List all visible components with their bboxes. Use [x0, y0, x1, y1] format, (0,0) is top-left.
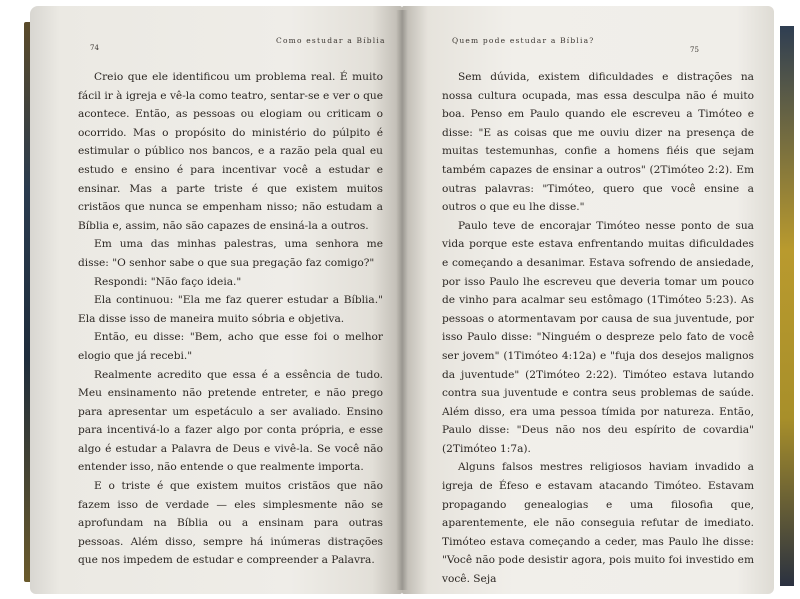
left-page-text — [78, 68, 383, 570]
paragraph: Respondi: "Não faço ideia." — [94, 275, 242, 288]
paragraph: Alguns falsos mestres religiosos haviam invadido a igreja de Éfeso e estavam atacando Timóteo. Estavam propagando genealogias e uma filosofia que, aparentemente, ele não conseguia refutar de imediato. Timóteo estava começando a ceder, mas Paulo lhe disse: "Você não pode desistir agora, pois muito foi investido em você. Seja — [442, 461, 754, 586]
paragraph: Então, eu disse: "Bem, acho que esse foi o melhor elogio que já recebi." — [78, 331, 383, 362]
paragraph: Creio que ele identificou um problema real. É muito fácil ir à igreja e vê-la como teatro, sentar-se e ver o que acontece. Então, as pessoas ou elogiam ou criticam o ocorrido. Mas o propósito do ministério do púlpito é estimular o público nos bancos, e a razão pela qual eu estudo e ensino é para incentivar você a estudar e ensinar. Mas a parte triste é que existem muitos cristãos que nunca se empenham nisso; não estudam a Bíblia e, assim, não são capazes de ensiná-la a outros. — [78, 71, 383, 232]
right-running-head: Quem pode estudar a Bíblia? — [452, 36, 595, 45]
right-page — [402, 6, 774, 594]
left-page — [30, 6, 402, 594]
paragraph: Paulo teve de encorajar Timóteo nesse ponto de sua vida porque este estava enfrentando muitas dificuldades e começando a desanimar. Estava sofrendo de ansiedade, por isso Paulo lhe escreveu que deveria tomar um pouco de vinho para acalmar seu estômago (1Timóteo 5:23). As pessoas o atormentavam por causa de sua juventude, por isso Paulo disse: "Ninguém o despreze pelo fato de você ser jovem" (1Timóteo 4:12a) e "fuja dos desejos malignos da juventude" (2Timóteo 2:22). Timóteo estava lutando contra sua juventude e contra seus problemas de saúde. Além disso, era uma pessoa tímida por natureza. Então, Paulo disse: "Deus não nos deu espírito de covardia" (2Timóteo 1:7a). — [442, 219, 754, 455]
book-cover-edge-right — [780, 26, 794, 586]
paragraph: Realmente acredito que essa é a essência de tudo. Meu ensinamento não pretende entreter, e não prego para apresentar um espetáculo a ser avaliado. Ensino para incentivá-lo a fazer algo por conta própria, e esse algo é estudar a Palavra de Deus e vivê-la. Se você não entender isso, não entende o que realmente importa. — [78, 368, 383, 474]
paragraph: Em uma das minhas palestras, uma senhora me disse: "O senhor sabe o que sua pregação faz comigo?" — [78, 238, 383, 269]
paragraph: Sem dúvida, existem dificuldades e distrações na nossa cultura ocupada, mas essa desculpa não é muito boa. Penso em Paulo quando ele escreveu a Timóteo e disse: "E as coisas que me ouviu dizer na presença de muitas testemunhas, confie a homens fiéis que sejam também capazes de ensinar a outros" (2Timóteo 2:2). Em outras palavras: "Timóteo, quero que você ensine a outros o que eu lhe disse." — [442, 71, 754, 214]
paragraph: Ela continuou: "Ela me faz querer estudar a Bíblia." Ela disse isso de maneira muito sóbria e objetiva. — [78, 294, 383, 325]
left-page-number: 74 — [90, 44, 99, 52]
book-gutter — [396, 10, 408, 590]
right-page-text — [442, 68, 754, 589]
paragraph: E o triste é que existem muitos cristãos que não fazem isso de verdade — eles simplesmente não se aprofundam na Bíblia ou a ensinam para outras pessoas. Além disso, sempre há inúmeras distrações que nos impedem de estudar e compreender a Palavra. — [78, 480, 383, 567]
right-page-number: 75 — [690, 46, 699, 54]
left-running-head: Como estudar a Bíblia — [276, 36, 386, 45]
